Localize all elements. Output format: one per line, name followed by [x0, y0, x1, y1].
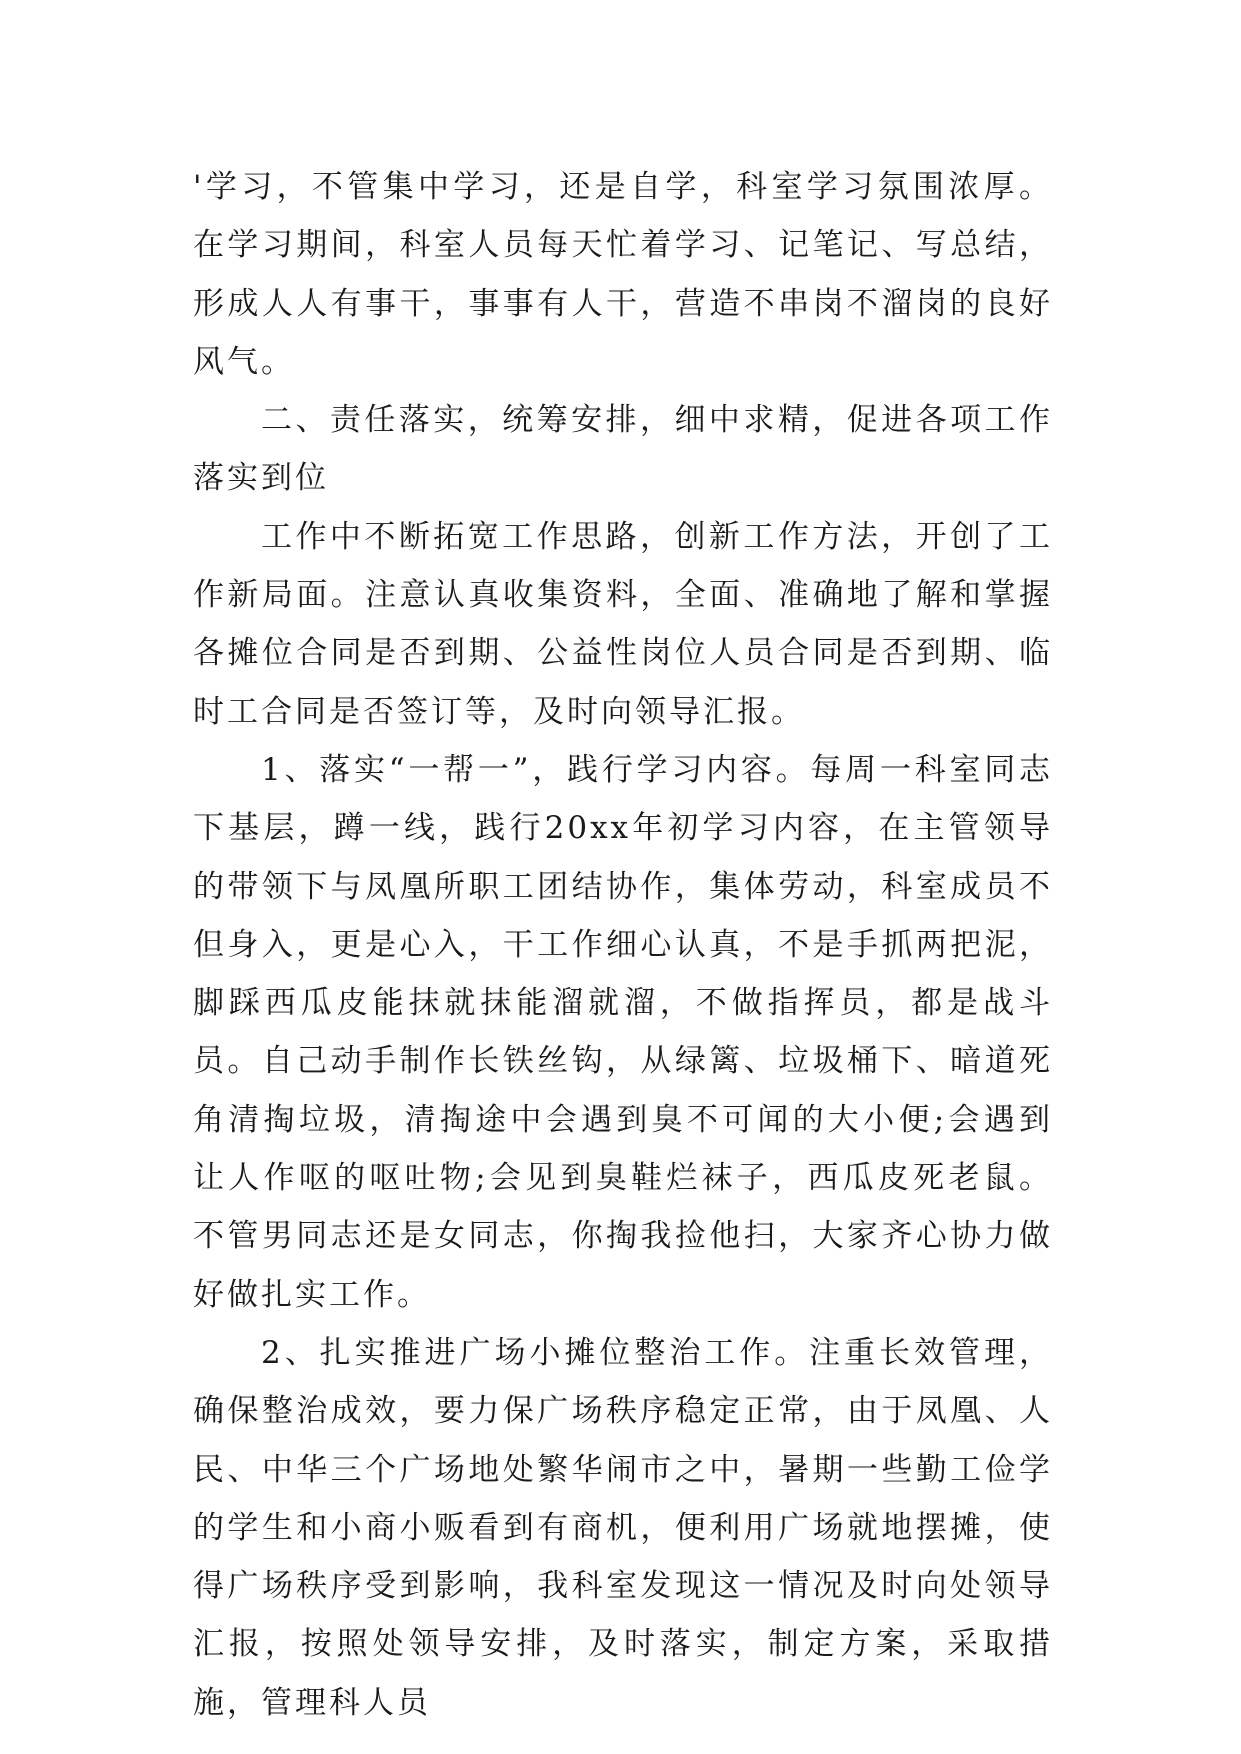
section-heading-responsibility: 二、责任落实，统筹安排，细中求精，促进各项工作落实到位 [193, 402, 1053, 497]
paragraph-item-2-square-stalls: 2、扎实推进广场小摊位整治工作。注重长效管理，确保整治成效，要力保广场秩序稳定正常，由于凤凰、人民、中华三个广场地处繁华闹市之中，暑期一些勤工俭学的学生和小商小贩看到有商机，便利用广场就地摆摊，使得广场秩序受到影响，我科室发现这一情况及时向处领导汇报，按照处领导安排，及时落实，制定方案，采取措施，管理科人员 [193, 1334, 1053, 1721]
paragraph-item-1-one-helps-one: 1、落实“一帮一”，践行学习内容。每周一科室同志下基层，蹲一线，践行20xx年初学习内容，在主管领导的带领下与凤凰所职工团结协作，集体劳动，科室成员不但身入，更是心入，干工作细心认真，不是手抓两把泥，脚踩西瓜皮能抹就抹能溜就溜，不做指挥员，都是战斗员。自己动手制作长铁丝钩，从绿篱、垃圾桶下、暗道死角清掏垃圾，清掏途中会遇到臭不可闻的大小便;会遇到让人作呕的呕吐物;会见到臭鞋烂袜子，西瓜皮死老鼠。不管男同志还是女同志，你掏我捡他扫，大家齐心协力做好做扎实工作。 [193, 751, 1053, 1313]
document-body [193, 158, 1053, 1732]
paragraph-study-atmosphere: '学习，不管集中学习，还是自学，科室学习氛围浓厚。在学习期间，科室人员每天忙着学习、记笔记、写总结，形成人人有事干，事事有人干，营造不串岗不溜岗的良好风气。 [193, 169, 1053, 380]
paragraph-work-methods: 工作中不断拓宽工作思路，创新工作方法，开创了工作新局面。注意认真收集资料，全面、准确地了解和掌握各摊位合同是否到期、公益性岗位人员合同是否到期、临时工合同是否签订等，及时向领导汇报。 [193, 518, 1053, 730]
